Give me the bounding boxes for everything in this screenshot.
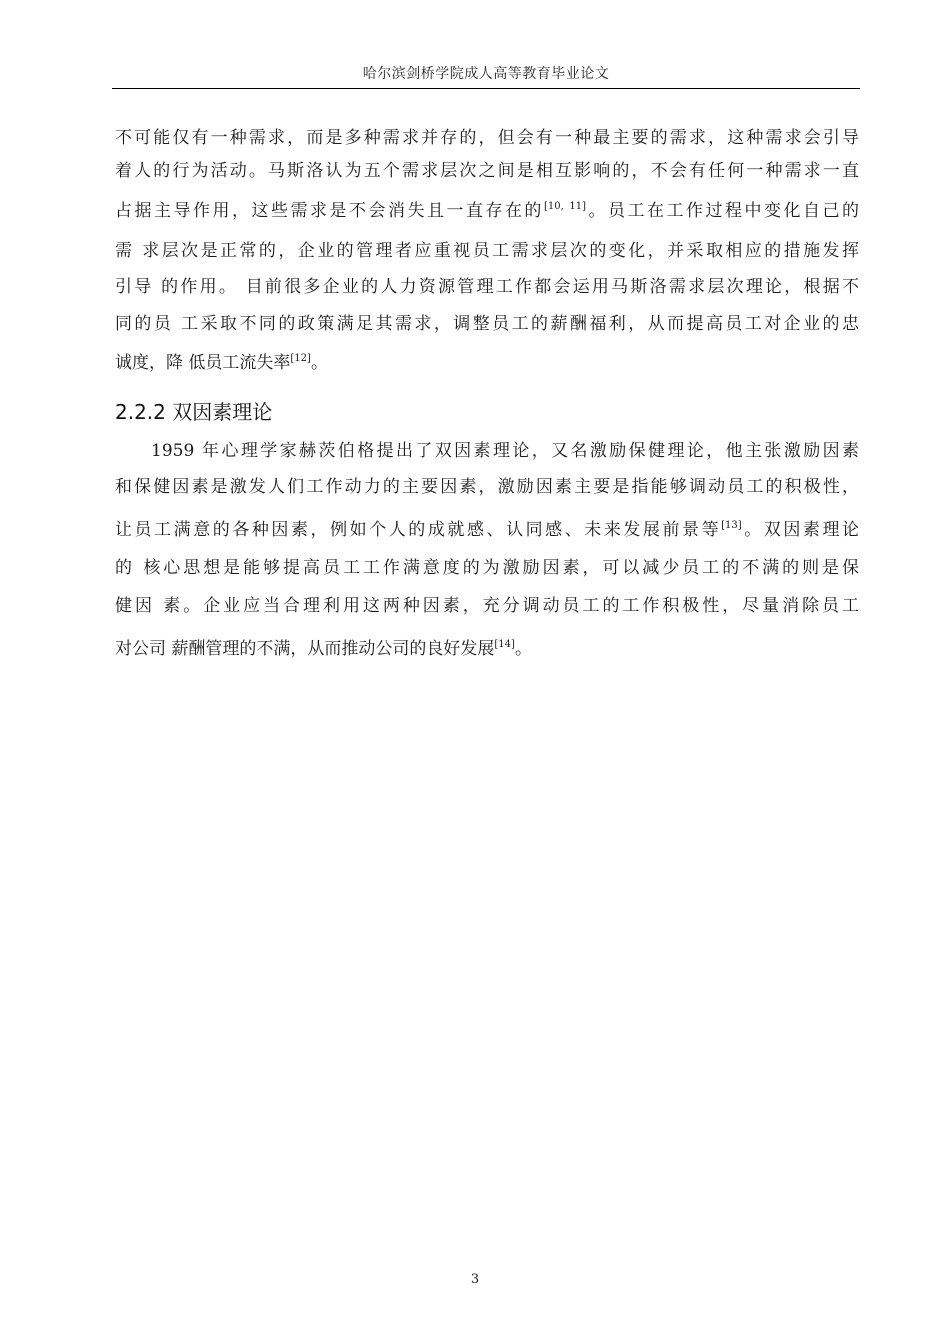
paragraph-text: 占据主导作用，这些需求是不会消失且一直存在的 bbox=[115, 201, 544, 221]
paragraph-text: 。 bbox=[310, 353, 328, 373]
citation-ref: [13] bbox=[721, 520, 742, 531]
paragraph-line: 健因 素。企业应当合理利用这两种因素，充分调动员工的工作积极性，尽量消除员工 bbox=[115, 596, 859, 616]
paragraph-text: 。双因素理论 bbox=[741, 520, 860, 540]
paragraph-text: 。 bbox=[514, 639, 532, 659]
paragraph-text: 诚度，降 低员工流失率 bbox=[115, 353, 291, 373]
citation-ref: [14] bbox=[494, 639, 515, 650]
paragraph-line bbox=[115, 638, 532, 660]
paragraph-text: 。员工在工作过程中变化自己的 bbox=[586, 201, 860, 221]
paragraph-line: 1959 年心理学家赫茨伯格提出了双因素理论，又名激励保健理论，他主张激励因素 bbox=[151, 441, 859, 461]
paragraph-line: 和保健因素是激发人们工作动力的主要因素，激励因素主要是指能够调动员工的积极性， bbox=[115, 477, 859, 497]
paragraph-text: 让员工满意的各种因素，例如个人的成就感、认同感、未来发展前景等 bbox=[115, 520, 722, 540]
paragraph-line: 需 求层次是正常的，企业的管理者应重视员工需求层次的变化，并采取相应的措施发挥 bbox=[115, 241, 859, 261]
paragraph-line bbox=[115, 519, 859, 541]
page-number: 3 bbox=[470, 1272, 480, 1287]
paragraph-line: 引导 的作用。 目前很多企业的人力资源管理工作都会运用马斯洛需求层次理论，根据不 bbox=[115, 277, 859, 297]
paragraph-line: 着人的行为活动。马斯洛认为五个需求层次之间是相互影响的，不会有任何一种需求一直 bbox=[115, 161, 859, 181]
paragraph-line: 不可能仅有一种需求，而是多种需求并存的，但会有一种最主要的需求，这种需求会引导 bbox=[115, 128, 859, 148]
citation-ref: [10, 11] bbox=[543, 201, 587, 212]
section-heading: 2.2.2 双因素理论 bbox=[115, 400, 273, 424]
header-rule bbox=[112, 88, 860, 89]
paragraph-line bbox=[115, 352, 328, 374]
paragraph-line: 同的员 工采取不同的政策满足其需求，调整员工的薪酬福利，从而提高员工对企业的忠 bbox=[115, 314, 859, 334]
paragraph-text: 对公司 薪酬管理的不满，从而推动公司的良好发展 bbox=[115, 639, 495, 659]
paragraph-line: 的 核心思想是能够提高员工工作满意度的为激励因素，可以减少员工的不满的则是保 bbox=[115, 558, 859, 578]
citation-ref: [12] bbox=[290, 353, 311, 364]
page-header-title: 哈尔滨剑桥学院成人高等教育毕业论文 bbox=[362, 66, 610, 82]
paragraph-line bbox=[115, 200, 859, 222]
